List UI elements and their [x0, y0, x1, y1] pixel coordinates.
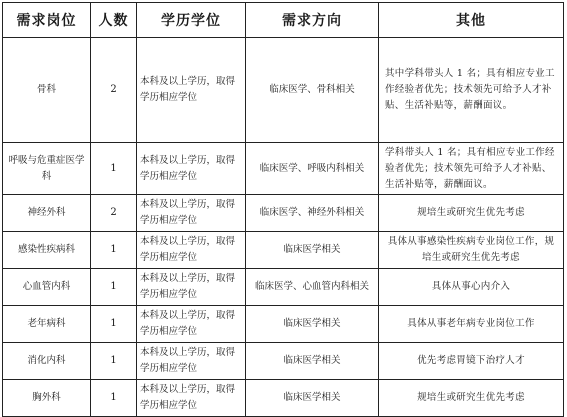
- table-row: [3, 343, 564, 380]
- count-cell: 1: [91, 143, 137, 195]
- header-position: 需求岗位: [3, 3, 91, 38]
- education-cell: 本科及以上学历，取得学历相应学位: [137, 195, 246, 232]
- position-cell: 胸外科: [3, 380, 91, 417]
- direction-cell: 临床医学、呼吸内科相关: [246, 143, 379, 195]
- other-cell: 优先考虑胃镜下治疗人才: [379, 343, 564, 380]
- header-row: [3, 3, 564, 38]
- position-cell: 感染性疾病科: [3, 232, 91, 269]
- education-cell: 本科及以上学历，取得学历相应学位: [137, 343, 246, 380]
- other-cell: 规培生或研究生优先考虑: [379, 380, 564, 417]
- table-row: [3, 269, 564, 306]
- table-row: [3, 38, 564, 143]
- position-cell: 呼吸与危重症医学科: [3, 143, 91, 195]
- position-cell: 老年病科: [3, 306, 91, 343]
- table-row: [3, 143, 564, 195]
- other-cell: 规培生或研究生优先考虑: [379, 195, 564, 232]
- other-cell: 学科带头人 1 名；具有相应专业工作经验者优先；技术领先可给予人才补贴、生活补贴等，薪酬面议。: [379, 143, 564, 195]
- position-cell: 骨科: [3, 38, 91, 143]
- education-cell: 本科及以上学历，取得学历相应学位: [137, 143, 246, 195]
- direction-cell: 临床医学、心血管内科相关: [246, 269, 379, 306]
- count-cell: 2: [91, 195, 137, 232]
- direction-cell: 临床医学相关: [246, 380, 379, 417]
- direction-cell: 临床医学、骨科相关: [246, 38, 379, 143]
- position-cell: 神经外科: [3, 195, 91, 232]
- direction-cell: 临床医学相关: [246, 232, 379, 269]
- other-cell: 其中学科带头人 1 名；具有相应专业工作经验者优先；技术领先可给予人才补贴、生活补贴等，薪酬面议。: [379, 38, 564, 143]
- education-cell: 本科及以上学历，取得学历相应学位: [137, 38, 246, 143]
- count-cell: 1: [91, 306, 137, 343]
- other-cell: 具体从事老年病专业岗位工作: [379, 306, 564, 343]
- recruitment-table-wrapper: [2, 2, 564, 417]
- table-row: [3, 232, 564, 269]
- position-cell: 心血管内科: [3, 269, 91, 306]
- other-cell: 具体从事心内介入: [379, 269, 564, 306]
- count-cell: 1: [91, 232, 137, 269]
- header-education: 学历学位: [137, 3, 246, 38]
- education-cell: 本科及以上学历，取得学历相应学位: [137, 269, 246, 306]
- count-cell: 1: [91, 343, 137, 380]
- education-cell: 本科及以上学历，取得学历相应学位: [137, 232, 246, 269]
- header-count: 人数: [91, 3, 137, 38]
- education-cell: 本科及以上学历，取得学历相应学位: [137, 306, 246, 343]
- direction-cell: 临床医学相关: [246, 343, 379, 380]
- recruitment-table: [2, 2, 564, 417]
- header-other: 其他: [379, 3, 564, 38]
- education-cell: 本科及以上学历，取得学历相应学位: [137, 380, 246, 417]
- direction-cell: 临床医学、神经外科相关: [246, 195, 379, 232]
- count-cell: 1: [91, 269, 137, 306]
- count-cell: 2: [91, 38, 137, 143]
- table-row: [3, 195, 564, 232]
- table-row: [3, 306, 564, 343]
- position-cell: 消化内科: [3, 343, 91, 380]
- count-cell: 1: [91, 380, 137, 417]
- header-direction: 需求方向: [246, 3, 379, 38]
- other-cell: 具体从事感染性疾病专业岗位工作，规培生或研究生优先考虑: [379, 232, 564, 269]
- direction-cell: 临床医学相关: [246, 306, 379, 343]
